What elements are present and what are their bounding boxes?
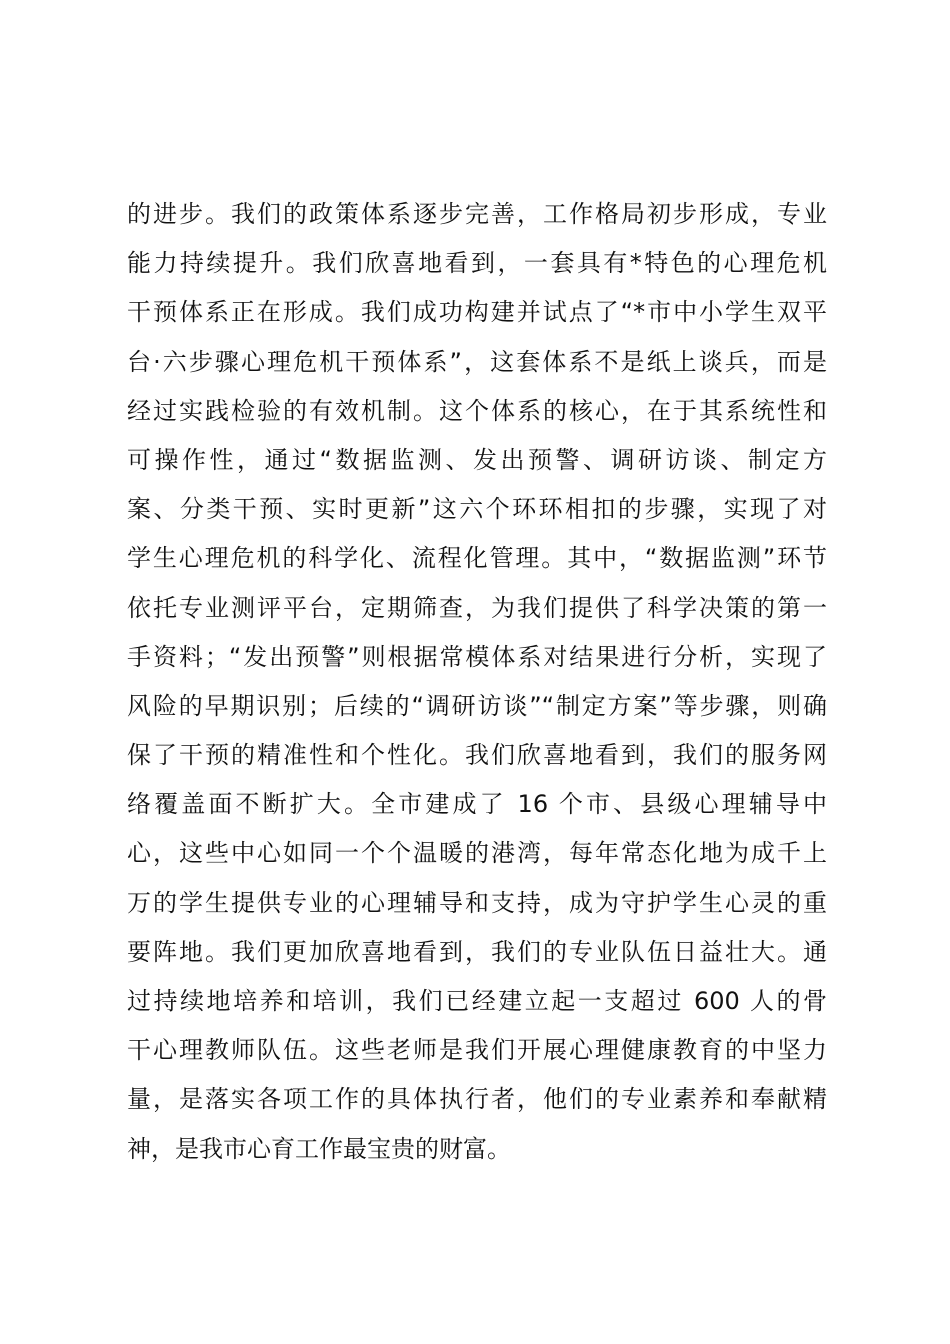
paragraph-line: 台·六步骤心理危机干预体系”，这套体系不是纸上谈兵，而是	[127, 347, 827, 376]
paragraph-line: 心，这些中心如同一个个温暖的港湾，每年常态化地为成千上	[127, 839, 827, 868]
paragraph-line: 络覆盖面不断扩大。全市建成了 16 个市、县级心理辅导中	[127, 790, 827, 819]
paragraph-line: 能力持续提升。我们欣喜地看到，一套具有*特色的心理危机	[127, 249, 827, 278]
paragraph-line: 经过实践检验的有效机制。这个体系的核心，在于其系统性和	[127, 396, 827, 425]
paragraph-line: 保了干预的精准性和个性化。我们欣喜地看到，我们的服务网	[127, 741, 827, 770]
paragraph-line: 手资料；“发出预警”则根据常模体系对结果进行分析，实现了	[127, 642, 827, 671]
paragraph-line: 量，是落实各项工作的具体执行者，他们的专业素养和奉献精	[127, 1085, 827, 1114]
paragraph-line: 依托专业测评平台，定期筛查，为我们提供了科学决策的第一	[127, 593, 827, 622]
paragraph-line: 要阵地。我们更加欣喜地看到，我们的专业队伍日益壮大。通	[127, 937, 827, 966]
paragraph-line: 干预体系正在形成。我们成功构建并试点了“*市中小学生双平	[127, 298, 827, 327]
body-paragraph	[127, 190, 827, 1174]
paragraph-line: 万的学生提供专业的心理辅导和支持，成为守护学生心灵的重	[127, 888, 827, 917]
paragraph-line: 案、分类干预、实时更新”这六个环环相扣的步骤，实现了对	[127, 495, 827, 524]
paragraph-line: 学生心理危机的科学化、流程化管理。其中，“数据监测”环节	[127, 544, 827, 573]
paragraph-line: 干心理教师队伍。这些老师是我们开展心理健康教育的中坚力	[127, 1036, 827, 1065]
paragraph-line: 神，是我市心育工作最宝贵的财富。	[127, 1134, 511, 1163]
paragraph-line: 过持续地培养和培训，我们已经建立起一支超过 600 人的骨	[127, 987, 827, 1015]
paragraph-line: 可操作性，通过“数据监测、发出预警、调研访谈、制定方	[127, 445, 827, 474]
paragraph-line: 的进步。我们的政策体系逐步完善，工作格局初步形成，专业	[127, 200, 827, 228]
paragraph-line: 风险的早期识别；后续的“调研访谈”“制定方案”等步骤，则确	[127, 691, 827, 720]
